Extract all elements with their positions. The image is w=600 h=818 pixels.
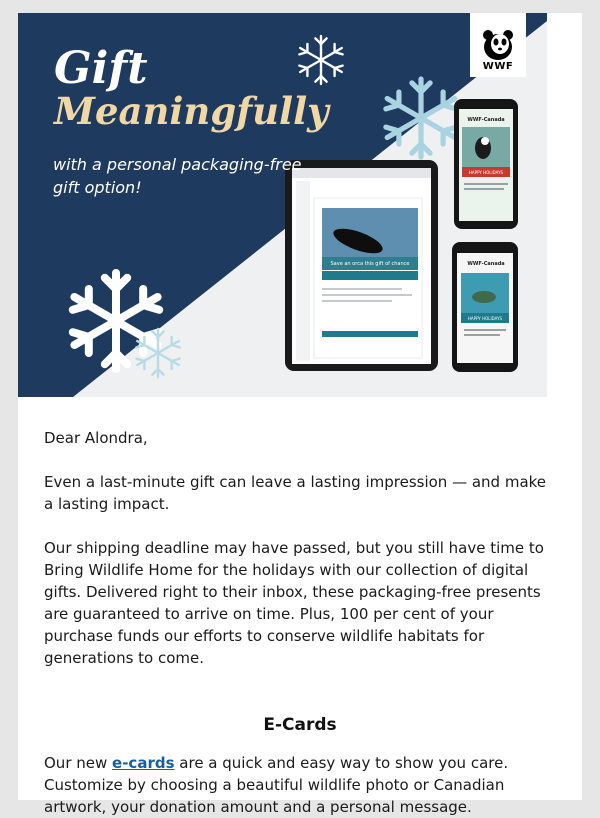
ecards-rest: are a quick and easy way to show you care. Customize by choosing a beautiful wildlife photo or Canadian artwork, your donation amount and a personal message. (44, 754, 509, 816)
phone1-brand: WWF-Canada (467, 117, 505, 123)
wwf-logo[interactable] (470, 13, 526, 77)
hero-headline (54, 43, 329, 133)
ecards-intro: Our new (44, 754, 113, 772)
paragraph-lasting-impression: Even a last-minute gift can leave a lasting impression — and make a lasting impact. (44, 473, 547, 513)
headline-line1: Gift (54, 43, 148, 94)
greeting: Dear Alondra, (44, 429, 148, 447)
paragraph-shipping-deadline: Our shipping deadline may have passed, but you still have time to Bring Wildlife Home for the holidays with our collection of digital gifts. Delivered right to their inbox, these packaging-free presents are guaranteed to arrive on time. Plus, 100 per cent of your purchase funds our efforts to conserve wildlife habitats for generations to come. (44, 539, 544, 667)
email-content (18, 427, 582, 818)
ecards-link[interactable]: e-cards (112, 754, 175, 772)
hero-banner[interactable] (18, 13, 547, 397)
phone1-caption: HAPPY HOLIDAYS (468, 170, 504, 175)
headline-line2: Meaningfully (54, 89, 329, 133)
email-body (18, 13, 582, 816)
section-title-ecards: E-Cards (263, 715, 337, 735)
hero-subhead: with a personal packaging-free gift option! (53, 155, 302, 197)
phone2-brand: WWF-Canada (467, 261, 505, 267)
logo-text: WWF (482, 61, 514, 72)
phone2-caption: HAPPY HOLIDAYS (467, 316, 503, 321)
tablet-banner-text: Save an orca this gift of chance (330, 261, 410, 267)
panda-icon (481, 29, 515, 61)
paragraph-ecards (44, 752, 556, 818)
